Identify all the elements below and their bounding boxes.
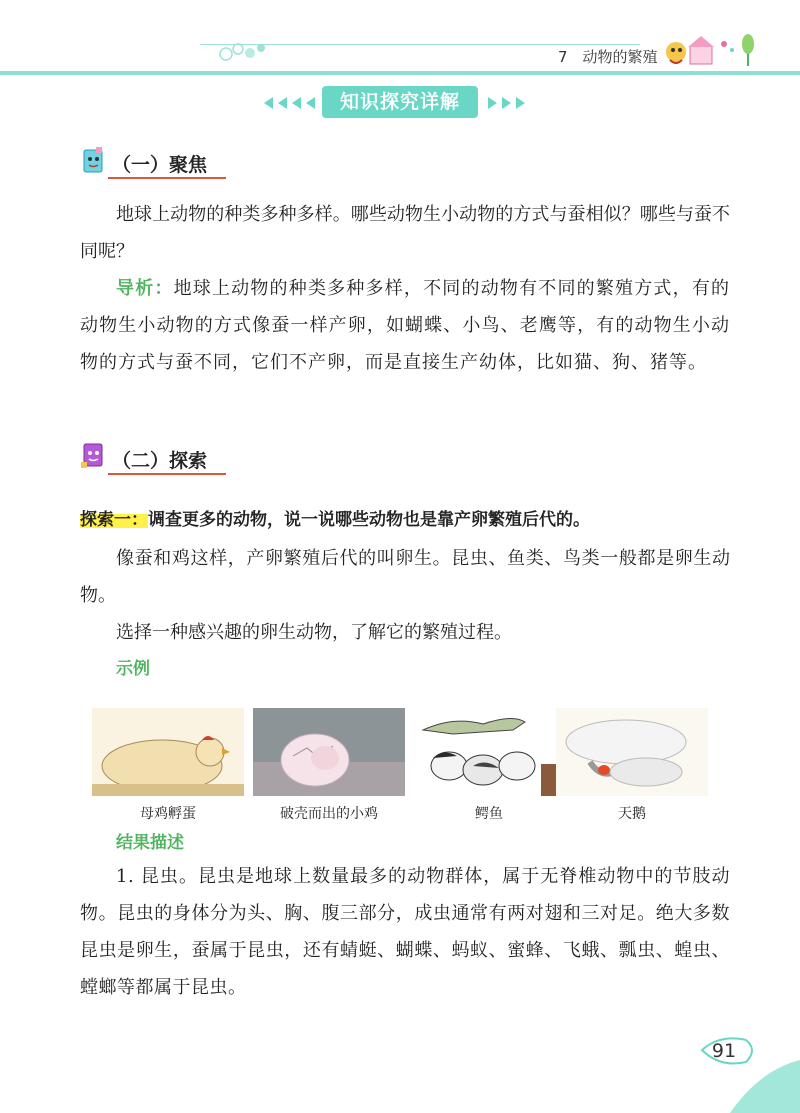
swan-image xyxy=(556,708,708,796)
explore-task xyxy=(80,502,760,539)
chapter-title: 7 动物的繁殖 xyxy=(558,48,658,66)
photo-caption: 天鹅 xyxy=(618,806,646,822)
arrow-left-icon xyxy=(306,97,315,109)
oviparous-paragraph: 像蚕和鸡这样，产卵繁殖后代的叫卵生。昆虫、鱼类、鸟类一般都是卵生动物。 xyxy=(80,548,730,606)
result-paragraph: 1. 昆虫。昆虫是地球上数量最多的动物群体，属于无脊椎动物中的节肢动物。昆虫的身体分为头、胸、腹三部分，成虫通常有两对翅和三对足。绝大多数昆虫是卵生，蚕属于昆虫，还有蜻蜓、蝴蝶、蚂蚁、蜜蜂、飞蛾、瓢虫、蝗虫、螳螂等都属于昆虫。 xyxy=(80,866,730,998)
photo-caption: 破壳而出的小鸡 xyxy=(280,806,378,822)
guide-label: 导析： xyxy=(116,278,174,299)
explore-text: 调查更多的动物，说一说哪些动物也是靠产卵繁殖后代的。 xyxy=(148,510,590,530)
arrow-left-icon xyxy=(278,97,287,109)
focus-question: 地球上动物的种类多种多样。哪些动物生小动物的方式与蚕相似？哪些与蚕不同呢？ xyxy=(80,204,730,262)
arrow-right-icon xyxy=(488,97,497,109)
crocodile-eggs-image xyxy=(413,708,565,796)
section-title-focus: （一）聚焦 xyxy=(112,154,208,176)
example-label: 示例 xyxy=(116,659,150,679)
guide-text: 地球上动物的种类多种多样，不同的动物有不同的繁殖方式，有的动物生小动物的方式像蚕一样产卵，如蝴蝶、小鸟、老鹰等，有的动物生小动物的方式与蚕不同，它们不产卵，而是直接生产幼体，比如猫、狗、猪等。 xyxy=(80,278,731,373)
section-underline xyxy=(108,473,226,475)
section-title-explore: （二）探索 xyxy=(112,450,208,472)
cartoon-house-flower-icon xyxy=(662,30,762,70)
header-bubbles-decoration xyxy=(218,40,268,64)
photo-caption: 鳄鱼 xyxy=(475,806,503,822)
cartoon-book-icon xyxy=(78,146,108,178)
hen-hatching-image xyxy=(92,708,244,796)
arrow-left-icon xyxy=(264,97,273,109)
header-rule xyxy=(0,71,800,75)
arrow-left-icon xyxy=(292,97,301,109)
arrow-right-icon xyxy=(516,97,525,109)
cartoon-notebook-icon xyxy=(78,440,108,472)
banner-title: 知识探究详解 xyxy=(339,91,460,113)
explore-label: 探索一： xyxy=(80,510,148,530)
banner-box xyxy=(322,86,478,118)
chick-hatching-image xyxy=(253,708,405,796)
result-label: 结果描述 xyxy=(116,833,184,853)
arrow-right-icon xyxy=(502,97,511,109)
choose-paragraph: 选择一种感兴趣的卵生动物，了解它的繁殖过程。 xyxy=(116,622,512,643)
knowledge-banner xyxy=(262,86,538,120)
guide-paragraph xyxy=(80,270,730,381)
photo-caption: 母鸡孵蛋 xyxy=(140,806,196,822)
section-underline xyxy=(108,177,226,179)
page-number: 91 xyxy=(711,1040,737,1062)
